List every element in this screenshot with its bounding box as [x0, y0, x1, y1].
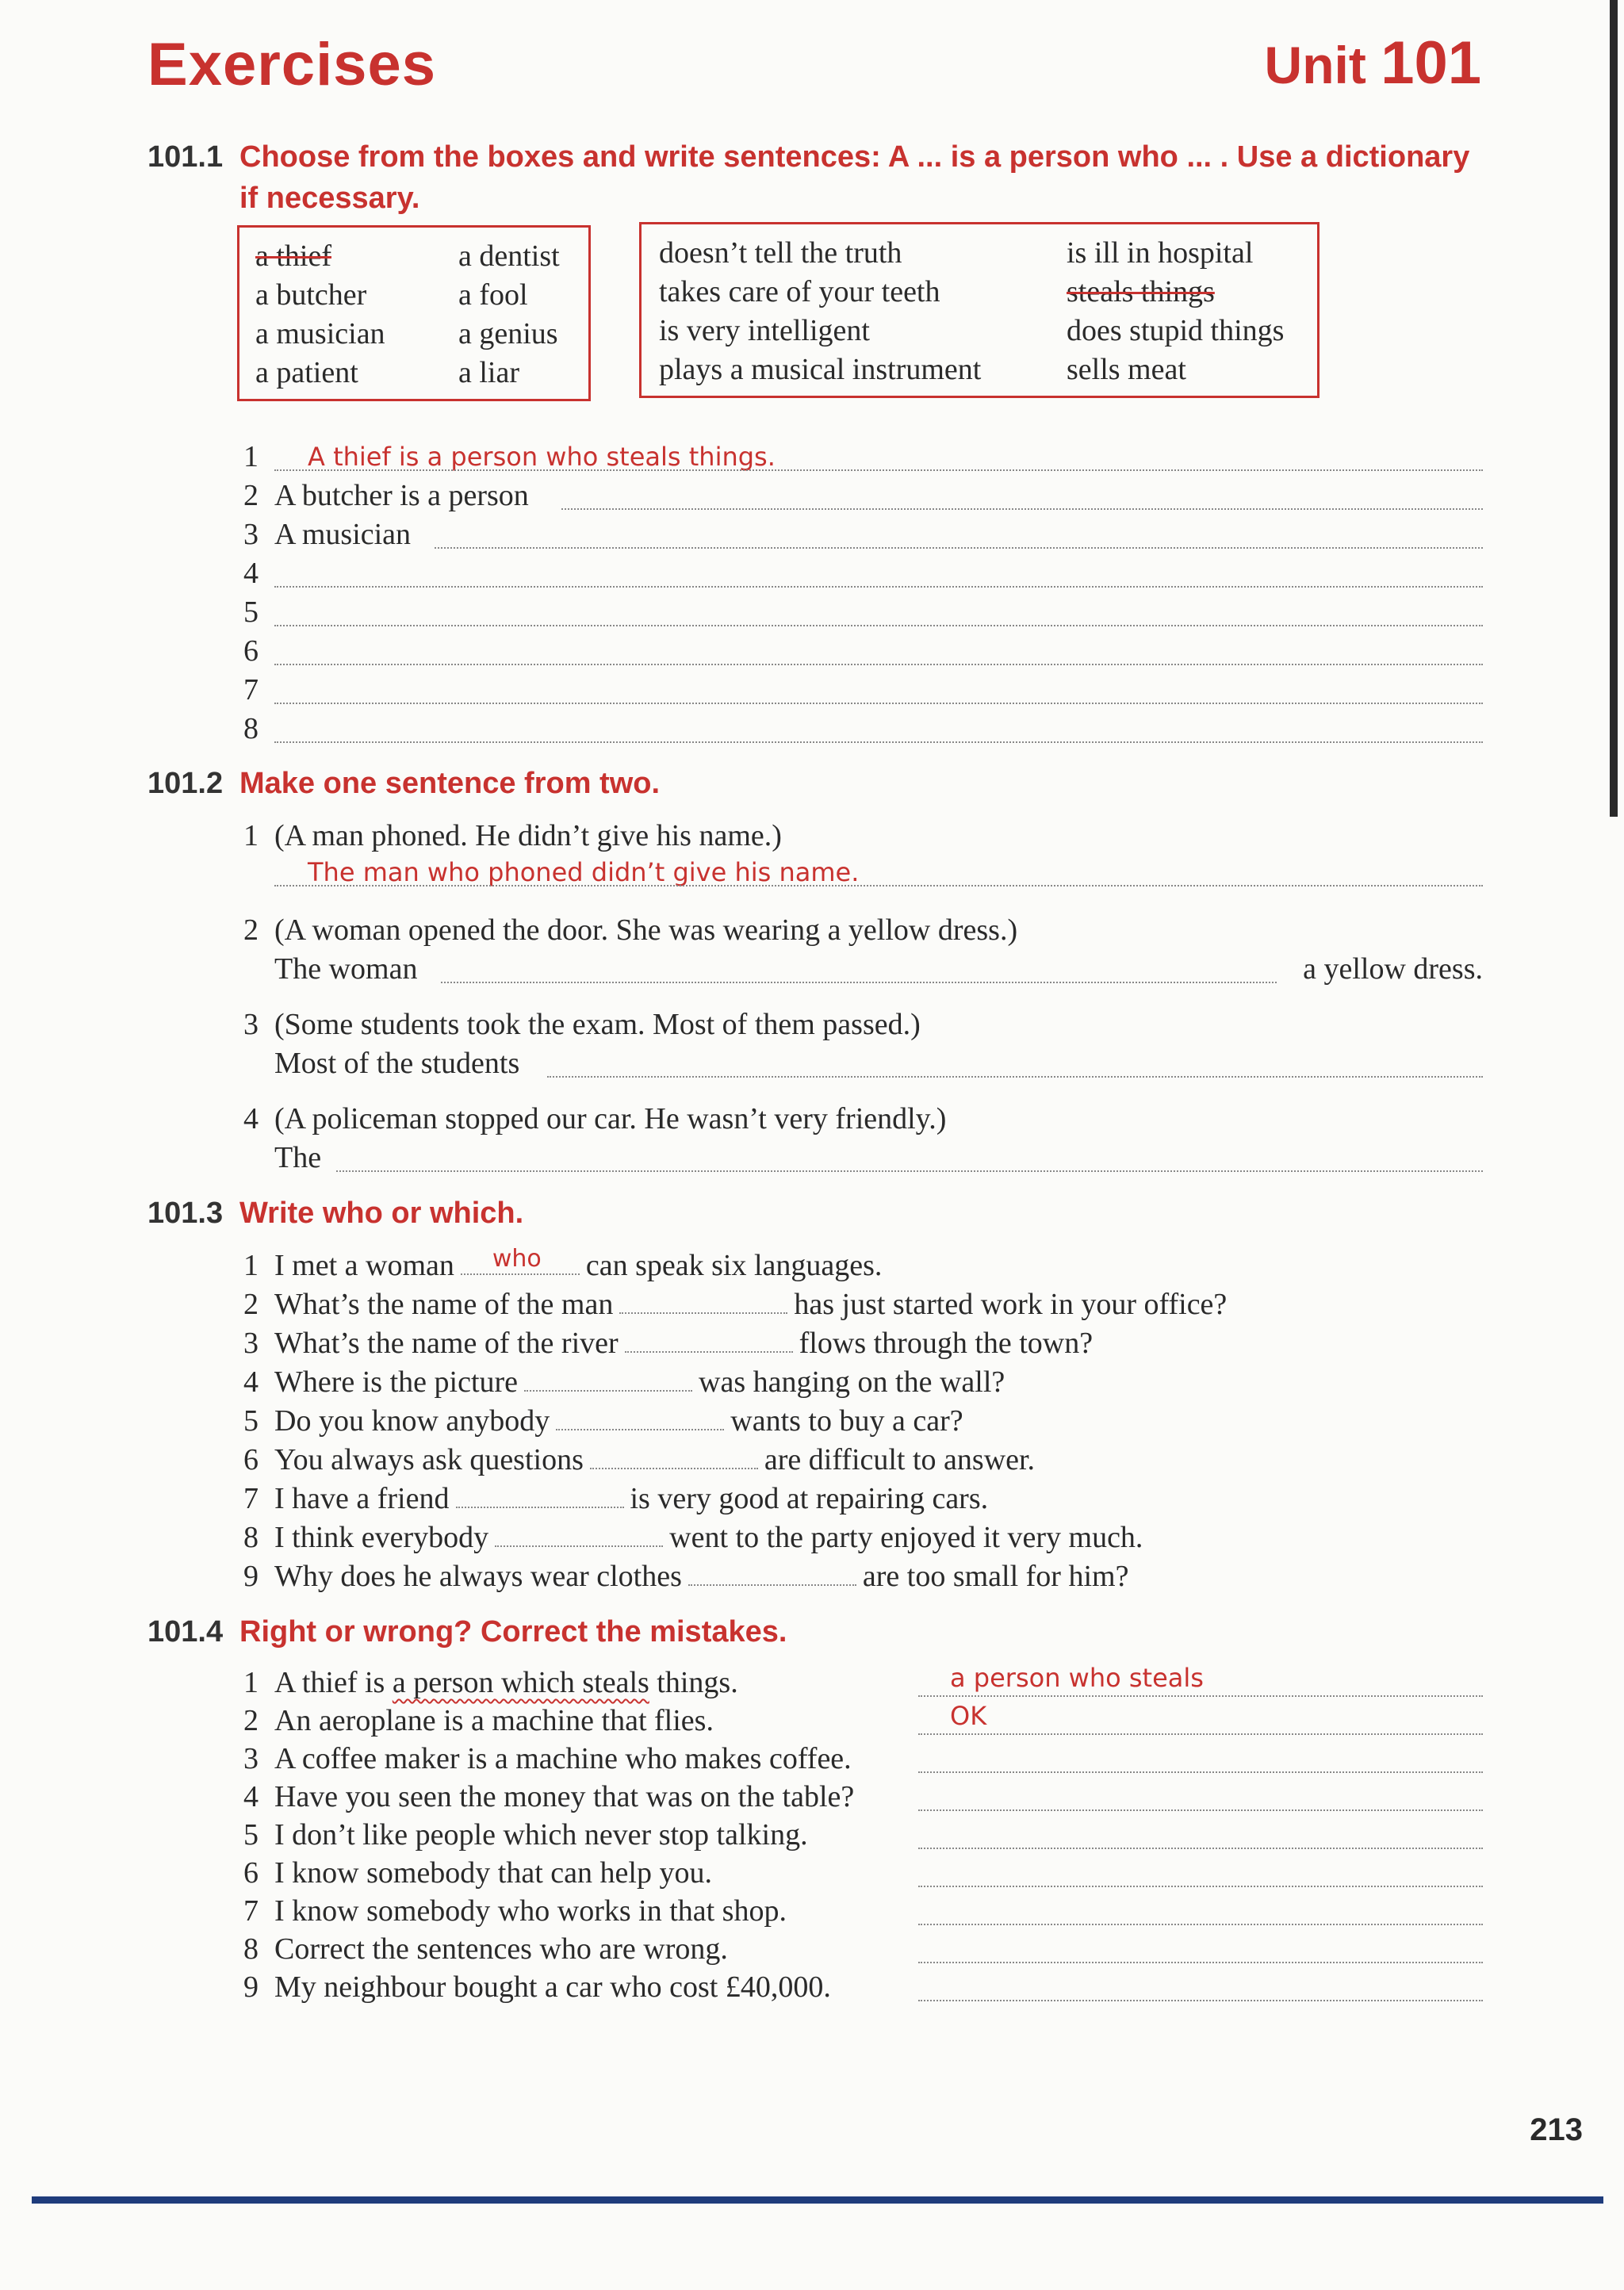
exercise-line[interactable] [230, 1402, 963, 1440]
box-word: a butcher [255, 278, 367, 312]
item-number: 4 [243, 1780, 259, 1813]
sentence-before: What’s the name of the man [274, 1288, 614, 1321]
item-number: 2 [243, 913, 259, 947]
exercise-line[interactable] [230, 515, 1483, 553]
exercise-instruction: Choose from the boxes and write sentences: A ... is a person who ... . Use a dictionary [239, 140, 1470, 174]
sentence-text: Have you seen the money that was on the table? [274, 1780, 855, 1813]
exercise-line[interactable] [230, 1778, 1483, 1816]
sentence-before: I met a woman [274, 1249, 454, 1282]
exercise-prompt-line [230, 911, 1483, 949]
sentence-start: The [274, 1141, 322, 1174]
exercise-line[interactable] [230, 1044, 1483, 1082]
exercise-line[interactable] [230, 1816, 1483, 1854]
exercise-line[interactable] [230, 1892, 1483, 1930]
exercise-line[interactable] [230, 1968, 1483, 2006]
exercise-line[interactable] [230, 554, 1483, 592]
bottom-rule [32, 2196, 1603, 2204]
exercise-instruction: Write who or which. [239, 1197, 524, 1230]
box-word: a fool [458, 278, 528, 312]
item-number: 3 [243, 1008, 259, 1041]
sentence-after: can speak six languages. [585, 1249, 883, 1282]
exercise-number: 101.1 [147, 140, 224, 174]
unit-word: Unit [1264, 36, 1366, 94]
exercise-line[interactable] [230, 671, 1483, 709]
exercise-line[interactable] [230, 1930, 1483, 1968]
exercise-number: 101.4 [147, 1615, 224, 1649]
answer-blank[interactable] [495, 1522, 663, 1547]
sentence-before: I have a friend [274, 1482, 450, 1515]
item-number: 3 [243, 1327, 259, 1360]
answer-blank[interactable] [524, 1366, 692, 1392]
exercise-line[interactable] [230, 1441, 1036, 1479]
item-number: 8 [243, 1932, 259, 1966]
answer-blank[interactable] [688, 1560, 856, 1586]
item-number: 6 [243, 1856, 259, 1890]
exercise-line[interactable] [230, 1139, 1483, 1177]
page-number: 213 [1530, 2112, 1583, 2147]
item-number: 1 [243, 1249, 259, 1282]
wavy-underline-mark: a person which steals [392, 1666, 649, 1699]
sentence-after: was hanging on the wall? [699, 1365, 1005, 1399]
box-word: a musician [255, 317, 385, 350]
box-word: a genius [458, 317, 558, 350]
item-number: 3 [243, 518, 259, 551]
sentence-text: I know somebody who works in that shop. [274, 1894, 787, 1928]
answer-blank[interactable] [590, 1444, 758, 1469]
exercise-line[interactable] [230, 438, 1483, 476]
exercise-line[interactable] [230, 593, 1483, 631]
sentence-text: An aeroplane is a machine that flies. [274, 1704, 714, 1737]
exercise-prompt-line [230, 1005, 1483, 1044]
exercise-line[interactable] [230, 950, 1483, 988]
exercise-line[interactable] [230, 1702, 1483, 1740]
exercise-line[interactable] [230, 1518, 1143, 1557]
item-number: 9 [243, 1970, 259, 2004]
item-prompt: (A policeman stopped our car. He wasn’t very friendly.) [274, 1102, 947, 1135]
exercise-line[interactable] [230, 1245, 883, 1285]
sentence-after: wants to buy a car? [730, 1404, 963, 1438]
item-number: 5 [243, 1404, 259, 1438]
item-number: 2 [243, 1288, 259, 1321]
sentence-start: The woman [274, 952, 418, 986]
box-phrase: steals things [1067, 275, 1215, 308]
exercise-prompt-line [230, 817, 1483, 855]
unit-number: 101 [1381, 29, 1481, 97]
word-box-descriptions [639, 222, 1320, 398]
item-number: 4 [243, 557, 259, 590]
sentence-before: I think everybody [274, 1521, 489, 1554]
item-number: 4 [243, 1365, 259, 1399]
handwritten-answer: The man who phoned didn’t give his name. [308, 857, 860, 887]
item-number: 1 [243, 440, 259, 473]
sentence-text: I don’t like people which never stop talking. [274, 1818, 808, 1852]
exercise-101-3-heading [147, 1193, 1496, 1234]
sentence-before: Why does he always wear clothes [274, 1560, 682, 1593]
item-number: 7 [243, 1482, 259, 1515]
item-number: 5 [243, 1818, 259, 1852]
item-prompt: (Some students took the exam. Most of them passed.) [274, 1008, 921, 1041]
answer-blank[interactable] [625, 1327, 793, 1353]
exercise-line[interactable] [230, 1363, 1005, 1401]
exercise-line[interactable] [230, 1854, 1483, 1892]
exercise-line[interactable] [230, 1324, 1094, 1362]
sentence-start: Most of the students [274, 1047, 520, 1080]
exercise-line[interactable] [230, 477, 1483, 515]
sentence-before: You always ask questions [274, 1443, 584, 1476]
box-phrase: is ill in hospital [1067, 236, 1254, 270]
sentence-after: went to the party enjoyed it very much. [669, 1521, 1143, 1554]
exercise-line[interactable] [230, 1740, 1483, 1778]
sentence-before: What’s the name of the river [274, 1327, 619, 1360]
item-number: 7 [243, 673, 259, 707]
answer-blank[interactable] [556, 1405, 724, 1430]
item-prompt: A butcher is a person [274, 479, 529, 512]
exercise-101-4-heading [147, 1611, 1496, 1652]
sentence-before: Where is the picture [274, 1365, 519, 1399]
exercise-101-1-heading [147, 136, 1496, 219]
exercise-number: 101.3 [147, 1197, 224, 1230]
sentence-end: a yellow dress. [1303, 952, 1483, 986]
exercise-instruction: Right or wrong? Correct the mistakes. [239, 1615, 787, 1649]
item-number: 8 [243, 712, 259, 745]
exercise-101-2-heading [147, 763, 1496, 804]
exercise-line[interactable] [230, 1285, 1228, 1323]
sentence-text: A coffee maker is a machine who makes coffee. [274, 1742, 852, 1775]
box-phrase: plays a musical instrument [659, 353, 982, 386]
box-word: a dentist [458, 239, 560, 273]
sentence-text: I know somebody that can help you. [274, 1856, 712, 1890]
handwritten-answer: A thief is a person who steals things. [308, 442, 776, 472]
box-phrase: sells meat [1067, 353, 1186, 386]
exercise-line[interactable] [230, 1480, 989, 1518]
item-number: 1 [243, 819, 259, 852]
word-box-people [237, 225, 591, 401]
handwritten-answer: OK [950, 1701, 987, 1731]
exercise-line[interactable] [230, 632, 1483, 670]
item-number: 4 [243, 1102, 259, 1135]
item-prompt: A musician [274, 518, 412, 551]
item-number: 1 [243, 1666, 259, 1699]
sentence-after: is very good at repairing cars. [630, 1482, 989, 1515]
sentence-text: Correct the sentences who are wrong. [274, 1932, 728, 1966]
exercise-line[interactable] [230, 1557, 1129, 1595]
item-number: 7 [243, 1894, 259, 1928]
box-word: a patient [255, 356, 358, 389]
exercise-number: 101.2 [147, 767, 224, 800]
item-number: 2 [243, 1704, 259, 1737]
item-number: 6 [243, 634, 259, 668]
box-phrase: takes care of your teeth [659, 275, 940, 308]
sentence-text: A thief is [274, 1666, 393, 1699]
exercise-line[interactable] [230, 853, 1483, 891]
item-number: 3 [243, 1742, 259, 1775]
exercise-instruction-cont: if necessary. [239, 182, 420, 215]
handwritten-answer: who [492, 1245, 542, 1273]
answer-blank[interactable] [456, 1483, 624, 1508]
sentence-after: are difficult to answer. [764, 1443, 1036, 1476]
box-word: a liar [458, 356, 520, 389]
sentence-text: My neighbour bought a car who cost £40,000. [274, 1970, 831, 2004]
exercise-line[interactable] [230, 1664, 1483, 1702]
exercise-prompt-line [230, 1100, 1483, 1138]
answer-blank[interactable] [461, 1245, 580, 1275]
item-number: 2 [243, 479, 259, 512]
sentence-before: Do you know anybody [274, 1404, 550, 1438]
item-prompt: (A man phoned. He didn’t give his name.) [274, 819, 782, 852]
item-number: 6 [243, 1443, 259, 1476]
handwritten-answer: a person who steals [950, 1663, 1204, 1693]
sentence-after: flows through the town? [799, 1327, 1094, 1360]
item-number: 9 [243, 1560, 259, 1593]
sentence-after: has just started work in your office? [794, 1288, 1228, 1321]
item-prompt: (A woman opened the door. She was wearing a yellow dress.) [274, 913, 1018, 947]
box-phrase: doesn’t tell the truth [659, 236, 902, 270]
binding-edge [1610, 0, 1618, 817]
item-number: 5 [243, 595, 259, 629]
unit-label [1265, 29, 1481, 98]
exercise-line[interactable] [230, 710, 1483, 748]
exercise-instruction: Make one sentence from two. [239, 767, 661, 800]
sentence-text-end: things. [649, 1666, 738, 1699]
answer-blank[interactable] [619, 1289, 787, 1314]
box-phrase: is very intelligent [659, 314, 870, 347]
sentence-after: are too small for him? [862, 1560, 1129, 1593]
box-word: a thief [255, 239, 332, 273]
item-number: 8 [243, 1521, 259, 1554]
page-title: Exercises [147, 31, 436, 98]
box-phrase: does stupid things [1067, 314, 1285, 347]
